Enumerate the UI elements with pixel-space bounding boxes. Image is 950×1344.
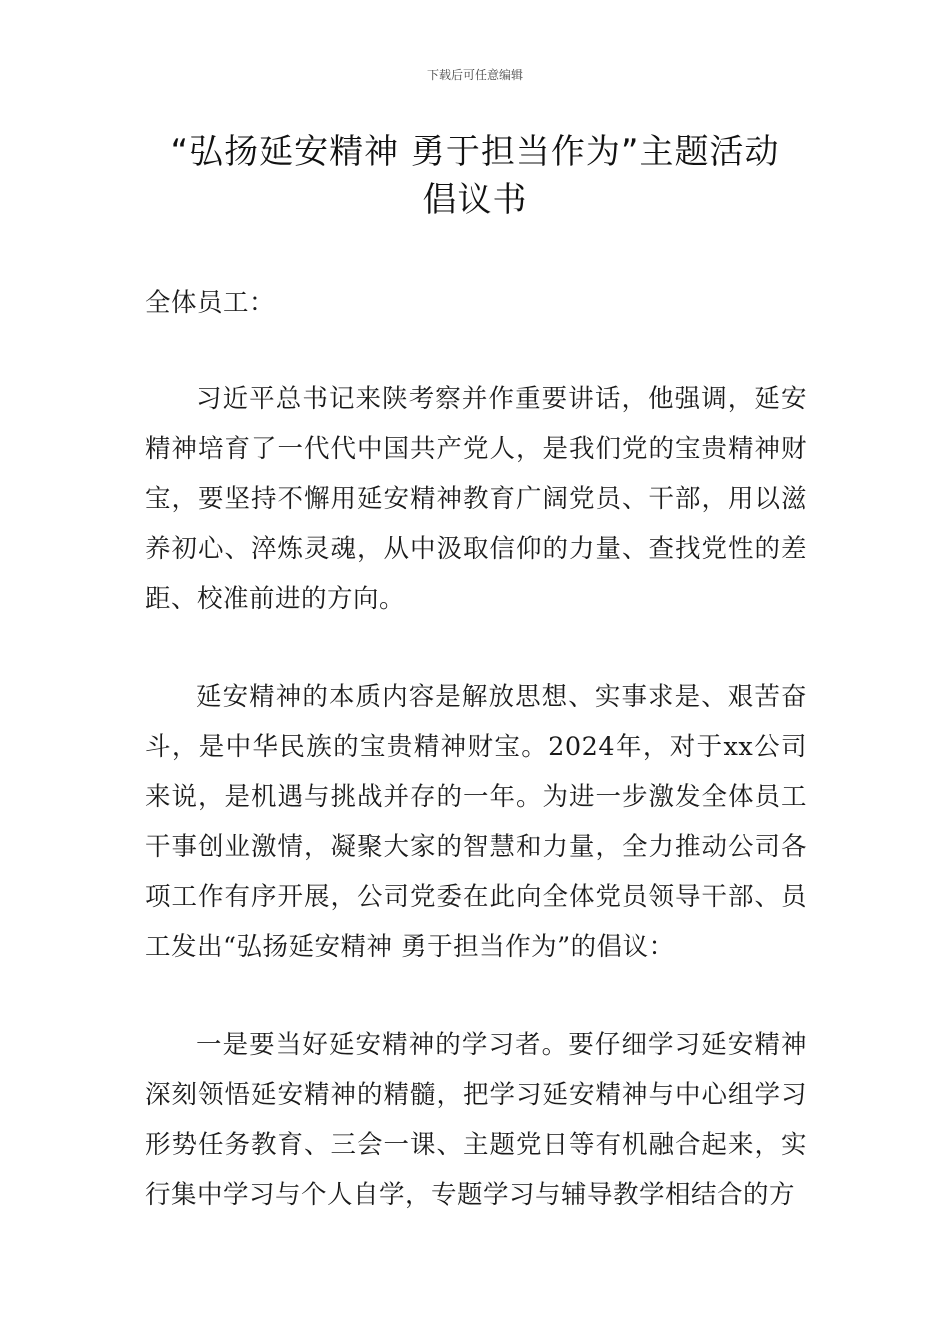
header-note: 下载后可任意编辑 [426, 68, 523, 82]
paragraph-2: 延安精神的本质内容是解放思想、实事求是、艰苦奋斗，是中华民族的宝贵精神财宝。2024年，对于xx公司来说，是机遇与挑战并存的一年。为进一步激发全体员工干事创业激情，凝聚大家的智慧和力量，全力推动公司各项工作有序开展，公司党委在此向全体党员领导干部、员工发出“弘扬延安精神 勇于担当作为”的倡议： [145, 682, 807, 962]
title-line-2: 倡议书 [422, 180, 528, 220]
paragraph-block-3 [145, 1020, 807, 1220]
document-title [120, 128, 830, 224]
paragraph-1: 习近平总书记来陕考察并作重要讲话，他强调，延安精神培育了一代代中国共产党人，是我们党的宝贵精神财宝，要坚持不懈用延安精神教育广阔党员、干部，用以滋养初心、淬炼灵魂，从中汲取信仰的力量、查找党性的差距、校准前进的方向。 [145, 384, 807, 614]
title-line-1: “弘扬延安精神 勇于担当作为”主题活动 [170, 132, 780, 172]
salutation: 全体员工： [145, 288, 276, 318]
salutation-block [145, 278, 807, 328]
paragraph-3: 一是要当好延安精神的学习者。要仔细学习延安精神深刻领悟延安精神的精髓，把学习延安精神与中心组学习形势任务教育、三会一课、主题党日等有机融合起来，实行集中学习与个人自学，专题学习与辅导教学相结合的方 [145, 1030, 807, 1210]
paragraph-block-1 [145, 374, 807, 624]
paragraph-block-2 [145, 672, 807, 972]
